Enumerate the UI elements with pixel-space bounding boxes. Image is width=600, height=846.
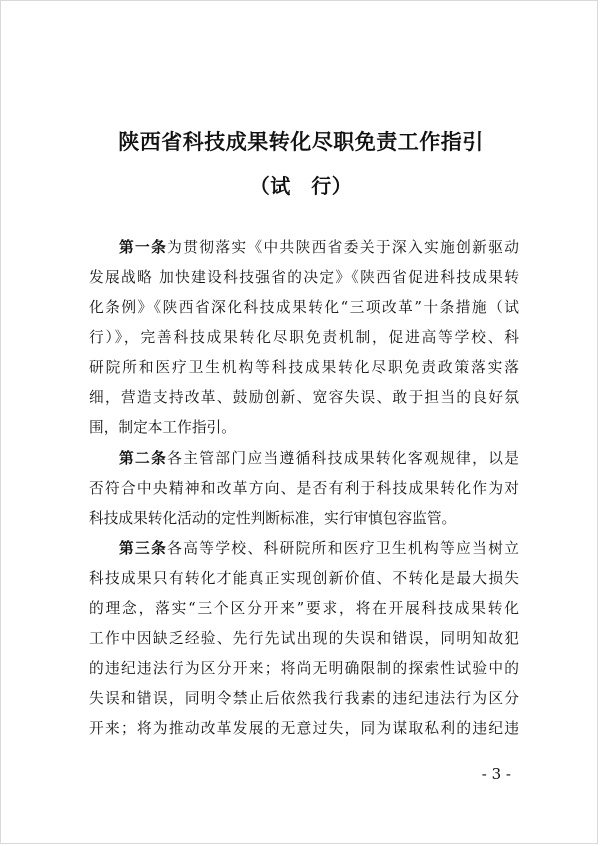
article-1-line: 化条例》《陕西省深化科技成果转化“三项改革”十条措施（试 (89, 299, 519, 316)
article-3-line: 的理念，落实“三个区分开来”要求，将在开展科技成果转化 (89, 600, 519, 617)
article-3-line (119, 534, 519, 564)
article-3-line: 的违纪违法行为区分开来；将尚无明确限制的探索性试验中的 (89, 660, 519, 677)
article-2-line: 否符合中央精神和改革方向、是否有利于科技成果转化作为对 (89, 480, 519, 497)
article-2-line (119, 444, 519, 474)
document-title: 陕西省科技成果转化尽职免责工作指引 (118, 129, 484, 154)
page-number: - 3 - (481, 765, 511, 783)
article-2-text: 各主管部门应当遵循科技成果转化客观规律，以是 (167, 450, 519, 467)
article-3-line: 科技成果只有转化才能真正实现创新价值、不转化是最大损失 (89, 570, 519, 587)
article-1-line: 行）》，完善科技成果转化尽职免责机制，促进高等学校、科 (89, 329, 519, 346)
document-subtitle: （试 行） (249, 174, 353, 198)
article-3-label: 第三条 (119, 540, 168, 557)
article-3-line: 开来；将为推动改革发展的无意过失，同为谋取私利的违纪违 (89, 720, 519, 737)
article-1-line: 研院所和医疗卫生机构等科技成果转化尽职免责政策落实落 (89, 359, 519, 376)
article-1-line: 发展战略 加快建设科技强省的决定》《陕西省促进科技成果转 (89, 269, 519, 286)
article-2-label: 第二条 (119, 450, 168, 467)
article-1-line: 细，营造支持改革、鼓励创新、宽容失误、敢于担当的良好氛 (89, 389, 519, 406)
article-1-text: 为贯彻落实《中共陕西省委关于深入实施创新驱动 (167, 239, 519, 256)
article-3-line: 工作中因缺乏经验、先行先试出现的失误和错误，同明知故犯 (89, 630, 519, 647)
article-3-text: 各高等学校、科研院所和医疗卫生机构等应当树立 (167, 540, 519, 557)
article-2-line: 科技成果转化活动的定性判断标准，实行审慎包容监管。 (89, 510, 457, 527)
article-1-label: 第一条 (119, 239, 168, 256)
article-1-line: 围，制定本工作指引。 (89, 419, 236, 436)
article-1-line (119, 233, 519, 263)
article-3-line: 失误和错误，同明令禁止后依然我行我素的违纪违法行为区分 (89, 690, 519, 707)
